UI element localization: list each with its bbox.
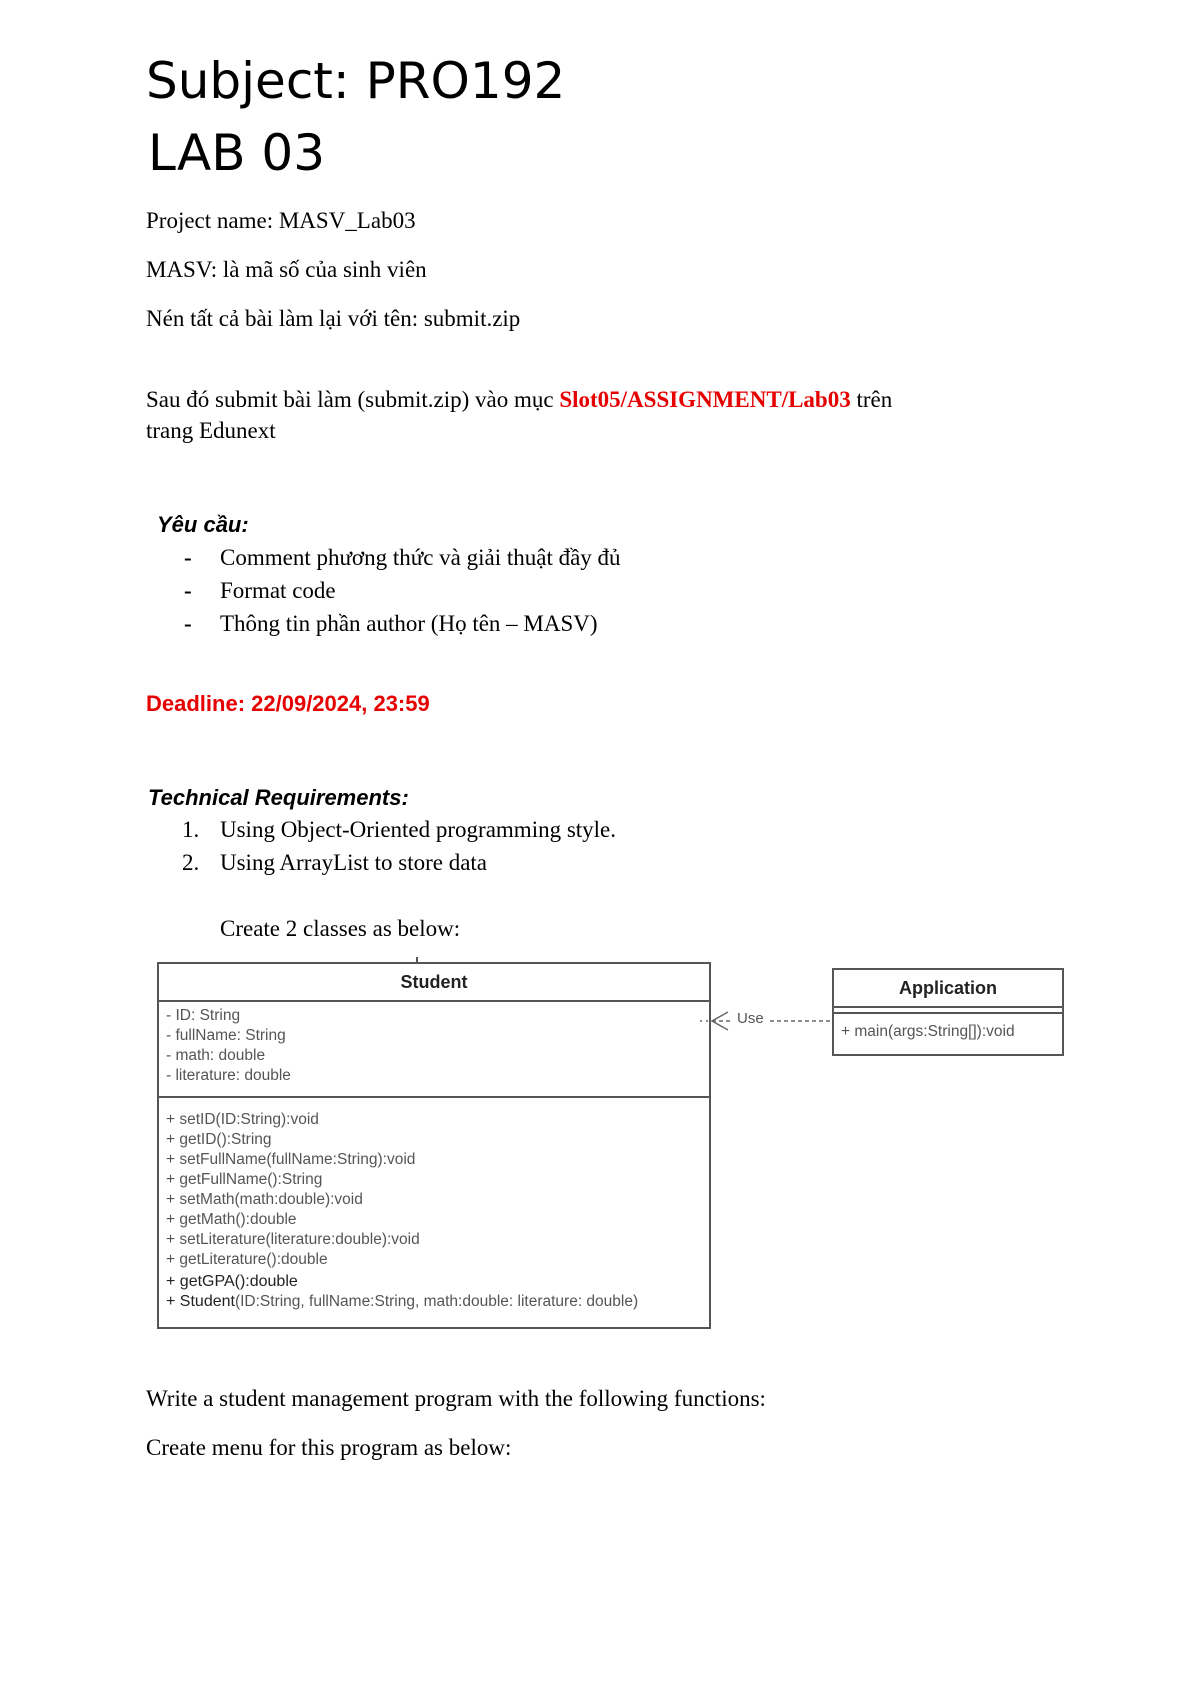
attributes-section <box>159 1000 709 1096</box>
submit-suffix: trên <box>850 387 893 412</box>
submit-prefix: Sau đó submit bài làm (submit.zip) vào mục <box>146 387 560 412</box>
method: + setID(ID:String):void <box>166 1111 319 1128</box>
method: + setFullName(fullName:String):void <box>166 1151 416 1168</box>
class-name: Student <box>400 972 468 992</box>
attribute: - fullName: String <box>166 1027 286 1044</box>
write-program-text: Write a student management program with the following functions: <box>146 1386 766 1411</box>
item-text: Using ArrayList to store data <box>220 850 488 875</box>
constructor <box>166 1292 709 1312</box>
technical-item <box>182 815 617 845</box>
methods-section <box>159 1096 709 1312</box>
lab-title: LAB 03 <box>148 124 326 182</box>
uml-dependency-arrow <box>700 1006 840 1036</box>
masv-note: MASV: là mã số của sinh viên <box>146 257 427 282</box>
method: + getFullName():String <box>166 1171 323 1188</box>
item-number: 1. <box>182 817 200 842</box>
uml-student-class <box>157 962 711 1329</box>
attribute: - ID: String <box>166 1007 241 1024</box>
create-menu-text: Create menu for this program as below: <box>146 1435 512 1460</box>
project-name: Project name: MASV_Lab03 <box>146 208 416 233</box>
requirement-item: - Comment phương thức và giải thuật đầy đủ <box>184 545 621 570</box>
subject-title: Subject: PRO192 <box>146 52 566 110</box>
submit-instruction <box>146 385 892 415</box>
method: + setMath(math:double):void <box>166 1191 363 1208</box>
item-text: Using Object-Oriented programming style. <box>220 817 617 842</box>
requirement-text: Thông tin phần author (Họ tên – MASV) <box>220 611 598 636</box>
methods-section <box>834 1012 1062 1042</box>
requirement-text: Format code <box>220 578 336 603</box>
create-classes-text: Create 2 classes as below: <box>220 916 461 941</box>
class-name: Application <box>899 978 997 998</box>
method: + setLiterature(literature:double):void <box>166 1231 420 1248</box>
method: + getLiterature():double <box>166 1251 328 1268</box>
item-number: 2. <box>182 850 200 875</box>
requirement-item: - Thông tin phần author (Họ tên – MASV) <box>184 611 598 636</box>
technical-item <box>182 848 488 878</box>
method-gpa: + getGPA():double <box>166 1273 298 1290</box>
constructor-name: Student <box>179 1293 235 1310</box>
uml-application-class <box>832 968 1064 1056</box>
constructor-args: (ID:String, fullName:String, math:double: literature: double) <box>234 1293 639 1310</box>
method: + getMath():double <box>166 1211 297 1228</box>
method: + main(args:String[]):void <box>841 1023 1015 1040</box>
attribute: - math: double <box>166 1047 266 1064</box>
deadline: Deadline: 22/09/2024, 23:59 <box>146 691 430 716</box>
submit-path: Slot05/ASSIGNMENT/Lab03 <box>559 387 851 412</box>
method: + getID():String <box>166 1131 272 1148</box>
technical-heading: Technical Requirements: <box>148 785 409 810</box>
zip-note: Nén tất cả bài làm lại với tên: submit.zip <box>146 306 521 331</box>
relation-label: Use <box>737 1010 764 1027</box>
attribute: - literature: double <box>166 1067 291 1084</box>
requirements-heading: Yêu cầu: <box>157 512 249 537</box>
requirement-text: Comment phương thức và giải thuật đầy đủ <box>220 545 621 570</box>
submit-line2: trang Edunext <box>146 418 276 443</box>
requirement-item: - Format code <box>184 578 336 603</box>
constructor-visibility: + <box>166 1293 180 1310</box>
